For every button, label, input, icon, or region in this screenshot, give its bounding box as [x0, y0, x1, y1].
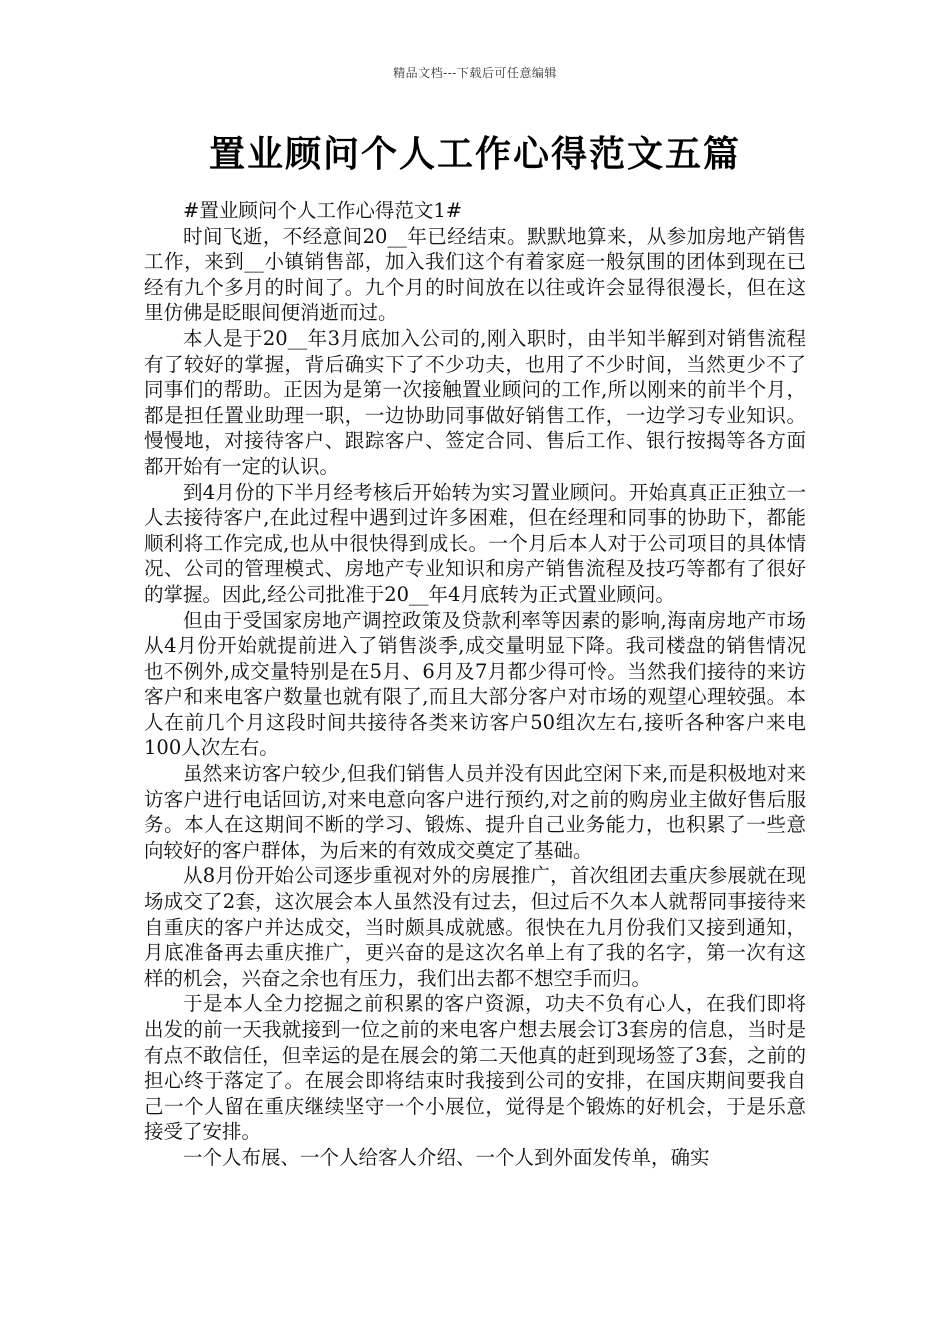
paragraph-3: 到4月份的下半月经考核后开始转为实习置业顾问。开始真真正正独立一人去接待客户,在此过程中遇到过许多困难，但在经理和同事的协助下，都能顺利将工作完成,也从中很快得到成长。一个月后本人对于公司项目的具体情况、公司的管理模式、房地产专业知识和房产销售流程及技巧等都有了很好的掌握。因此,经公司批准于20__年4月底转为正式置业顾问。: [144, 480, 806, 606]
header-note: 精品文档---下载后可任意编辑: [393, 66, 557, 80]
paragraph-8: 一个人布展、一个人给客人介绍、一个人到外面发传单，确实: [183, 1145, 710, 1169]
paragraph-5: 虽然来访客户较少,但我们销售人员并没有因此空闲下来,而是积极地对来访客户进行电话回访,对来电意向客户进行预约,对之前的购房业主做好售后服务。本人在这期间不断的学习、锻炼、提升自己业务能力，也积累了一些意向较好的客户群体，为后来的有效成交奠定了基础。: [144, 762, 806, 862]
paragraph-2: 本人是于20__年3月底加入公司的,刚入职时，由半知半解到对销售流程有了较好的掌握，背后确实下了不少功夫，也用了不少时间，当然更少不了同事们的帮助。正因为是第一次接触置业顾问的工作,所以刚来的前半个月，都是担任置业助理一职，一边协助同事做好销售工作，一边学习专业知识。慢慢地，对接待客户、跟踪客户、签定合同、售后工作、银行按揭等各方面都开始有一定的认识。: [144, 326, 806, 478]
paragraph-4: 但由于受国家房地产调控政策及贷款利率等因素的影响,海南房地产市场从4月份开始就提前进入了销售淡季,成交量明显下降。我司楼盘的销售情况也不例外,成交量特别是在5月、6月及7月都少得可怜。当然我们接待的来访客户和来电客户数量也就有限了,而且大部分客户对市场的观望心理较强。本人在前几个月这段时间共接待各类来访客户50组次左右,接听各种客户来电100人次左右。: [144, 608, 806, 760]
document-body: [144, 198, 806, 1171]
paragraph-6: 从8月份开始公司逐步重视对外的房展推广，首次组团去重庆参展就在现场成交了2套，这次展会本人虽然没有过去，但过后不久本人就帮同事接待来自重庆的客户并达成交，当时颇具成就感。很快在九月份我们又接到通知，月底准备再去重庆推广，更兴奋的是这次名单上有了我的名字，第一次有这样的机会，兴奋之余也有压力，我们出去都不想空手而归。: [144, 864, 806, 990]
section-heading: #置业顾问个人工作心得范文1#: [183, 199, 463, 222]
paragraph-1: 时间飞逝，不经意间20__年已经结束。默默地算来，从参加房地产销售工作，来到__小镇销售部，加入我们这个有着家庭一般氛围的团体到现在已经有九个多月的时间了。九个月的时间放在以往或许会显得很漫长，但在这里仿佛是眨眼间便消逝而过。: [144, 224, 806, 325]
paragraph-7: 于是本人全力挖掘之前积累的客户资源，功夫不负有心人，在我们即将出发的前一天我就接到一位之前的来电客户想去展会订3套房的信息，当时是有点不敢信任，但幸运的是在展会的第二天他真的赶到现场签了3套，之前的担心终于落定了。在展会即将结束时我接到公司的安排，在国庆期间要我自己一个人留在重庆继续坚守一个小展位，觉得是个锻炼的好机会，于是乐意接受了安排。: [144, 992, 806, 1144]
document-title: 置业顾问个人工作心得范文五篇: [208, 133, 741, 175]
